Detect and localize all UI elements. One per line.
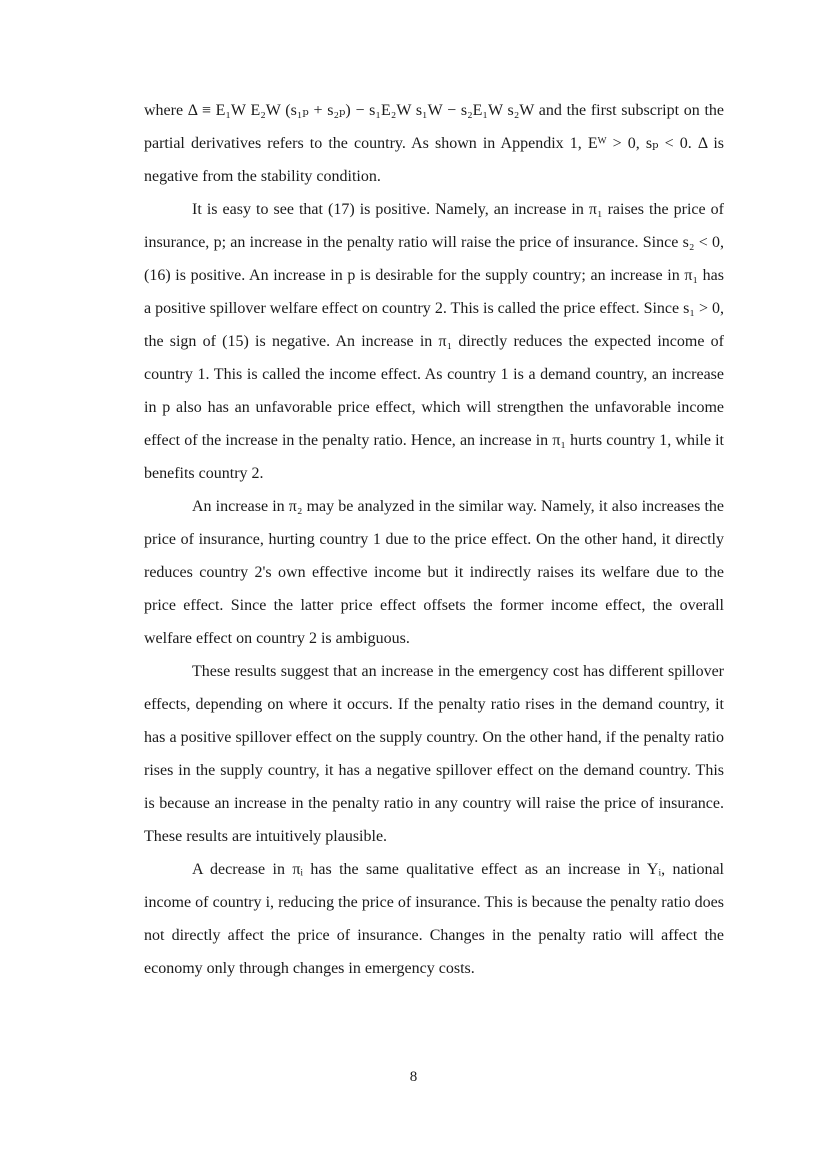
paragraph-2: It is easy to see that (17) is positive. Namely, an increase in π₁ raises the price of insurance, p; an increase in the penalty ratio will raise the price of insurance. Since s₂ < 0, (16) is positive. An increase in p is desirable for the supply country; an increase in π₁ has a positive spillover welfare effect on country 2. This is called the price effect. Since s₁ > 0, the sign of (15) is negative. An increase in π₁ directly reduces the expected income of country 1. This is called the income effect. As country 1 is a demand country, an increase in p also has an unfavorable price effect, which will strengthen the unfavorable income effect of the increase in the penalty ratio. Hence, an increase in π₁ hurts country 1, while it benefits country 2.	[144, 201, 724, 482]
paragraph-3: An increase in π₂ may be analyzed in the similar way. Namely, it also increases the price of insurance, hurting country 1 due to the price effect. On the other hand, it directly reduces country 2's own effective income but it indirectly raises its welfare due to the price effect. Since the latter price effect offsets the former income effect, the overall welfare effect on country 2 is ambiguous.	[144, 498, 724, 647]
paragraph-1: where Δ ≡ E₁W E₂W (s₁ₚ + s₂ₚ) − s₁E₂W s₁W − s₂E₁W s₂W and the first subscript on the partial derivatives refers to the country. As shown in Appendix 1, Eᵂ > 0, sₚ < 0. Δ is negative from the stability condition.	[144, 102, 724, 185]
body-text	[144, 94, 724, 985]
page-number: 8	[409, 1069, 418, 1085]
paragraph-4: These results suggest that an increase in the emergency cost has different spillover effects, depending on where it occurs. If the penalty ratio rises in the demand country, it has a positive spillover effect on the supply country. On the other hand, if the penalty ratio rises in the supply country, it has a negative spillover effect on the demand country. This is because an increase in the penalty ratio in any country will raise the price of insurance. These results are intuitively plausible.	[144, 663, 724, 845]
paragraph-5: A decrease in πᵢ has the same qualitative effect as an increase in Yᵢ, national income of country i, reducing the price of insurance. This is because the penalty ratio does not directly affect the price of insurance. Changes in the penalty ratio will affect the economy only through changes in emergency costs.	[144, 861, 724, 977]
